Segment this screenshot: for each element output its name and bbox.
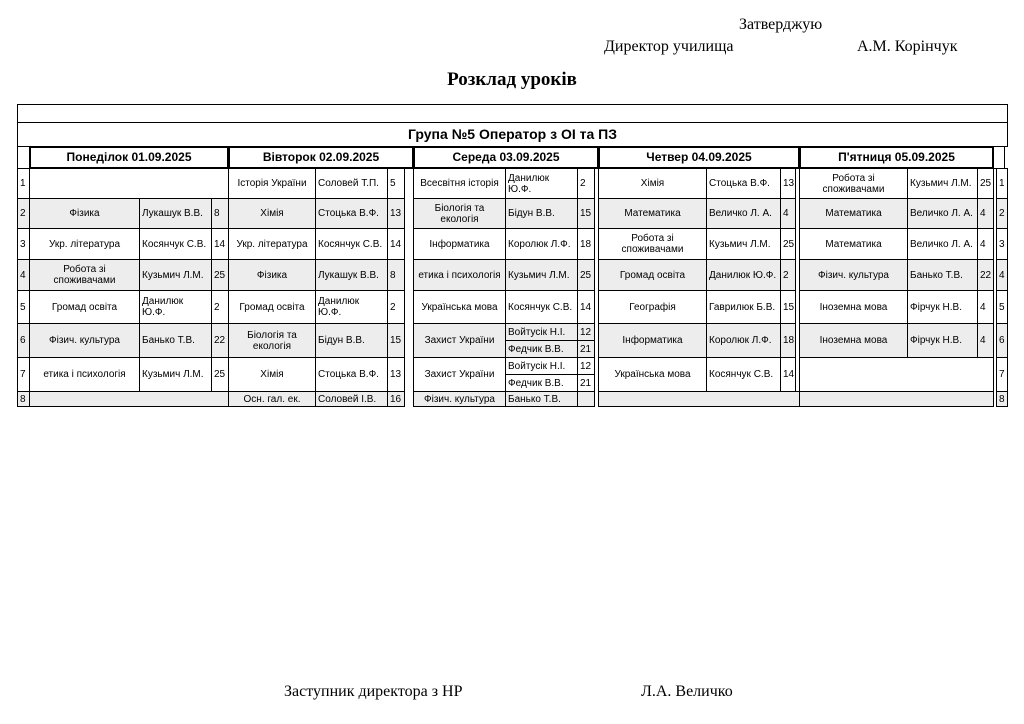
teacher-cell: Банько Т.В. [505, 391, 578, 407]
teacher-cell: Кузьмич Л.М. [706, 228, 781, 260]
room-cell: 4 [977, 228, 994, 260]
deputy-position: Заступник директора з НР [284, 683, 463, 700]
teacher-cell: Банько Т.В. [139, 323, 212, 358]
teacher-cell: Кузьмич Л.М. [907, 168, 978, 199]
director-name: А.М. Корінчук [857, 38, 958, 55]
day-header: Понеділок 01.09.2025 [29, 146, 229, 169]
subject-cell: Укр. література [228, 228, 316, 260]
table-top-blank [17, 104, 1008, 123]
teacher-cell: Данилюк Ю.Ф. [505, 168, 578, 199]
subject-cell: етика і психологія [29, 357, 140, 392]
subject-cell: Українська мова [598, 357, 707, 392]
teacher-cell: Фірчук Н.В. [907, 323, 978, 358]
room-cell: 18 [577, 228, 595, 260]
room-cell: 13 [387, 198, 405, 229]
subject-cell: Фізич. культура [29, 323, 140, 358]
lesson-number: 8 [996, 391, 1008, 407]
subject-cell: Захист України [413, 323, 506, 358]
room-cell: 14 [387, 228, 405, 260]
subject-cell: Громад освіта [29, 290, 140, 324]
teacher-cell: Данилюк Ю.Ф. [706, 259, 781, 291]
room-cell: 4 [977, 290, 994, 324]
teacher-cell: Королюк Л.Ф. [706, 323, 781, 358]
subject-cell: Робота зі споживачами [799, 168, 908, 199]
page-title: Розклад уроків [447, 69, 577, 90]
subject-cell: Фізич. культура [413, 391, 506, 407]
subject-cell: Захист України [413, 357, 506, 392]
lesson-number: 4 [996, 259, 1008, 291]
subject-cell: Математика [799, 198, 908, 229]
teacher-cell: Федчик В.В. [505, 374, 578, 392]
teacher-cell: Величко Л. А. [907, 198, 978, 229]
room-cell: 18 [780, 323, 796, 358]
deputy-name: Л.А. Величко [641, 683, 733, 700]
subject-cell: Іноземна мова [799, 323, 908, 358]
room-cell: 2 [577, 168, 595, 199]
room-cell: 2 [387, 290, 405, 324]
subject-cell: Іноземна мова [799, 290, 908, 324]
day-header: П'ятниця 05.09.2025 [799, 146, 994, 169]
lesson-number: 5 [17, 290, 30, 324]
teacher-cell: Королюк Л.Ф. [505, 228, 578, 260]
lesson-number: 3 [996, 228, 1008, 260]
subject-cell: Осн. гал. ек. [228, 391, 316, 407]
lesson-number: 1 [996, 168, 1008, 199]
subject-cell: Біологія та екологія [413, 198, 506, 229]
room-cell: 25 [977, 168, 994, 199]
room-cell: 25 [211, 259, 229, 291]
lesson-number: 7 [996, 357, 1008, 392]
room-cell: 2 [211, 290, 229, 324]
header-corner-right [993, 146, 1005, 169]
teacher-cell: Косянчук С.В. [505, 290, 578, 324]
teacher-cell: Стоцька В.Ф. [315, 357, 388, 392]
subject-cell: Інформатика [413, 228, 506, 260]
teacher-cell: Кузьмич Л.М. [505, 259, 578, 291]
teacher-cell: Лукашук В.В. [315, 259, 388, 291]
teacher-cell: Кузьмич Л.М. [139, 259, 212, 291]
room-cell: 15 [387, 323, 405, 358]
subject-cell: Географія [598, 290, 707, 324]
room-cell: 21 [577, 340, 595, 358]
room-cell: 16 [387, 391, 405, 407]
lesson-number: 1 [17, 168, 30, 199]
teacher-cell: Данилюк Ю.Ф. [315, 290, 388, 324]
director-position: Директор училища [604, 38, 734, 55]
teacher-cell: Бідун В.В. [315, 323, 388, 358]
room-cell: 4 [977, 323, 994, 358]
approval-label: Затверджую [739, 16, 823, 33]
subject-cell: Громад освіта [228, 290, 316, 324]
subject-cell: Громад освіта [598, 259, 707, 291]
empty-slot [799, 391, 994, 407]
room-cell: 22 [977, 259, 994, 291]
subject-cell: Фізика [228, 259, 316, 291]
room-cell: 14 [780, 357, 796, 392]
subject-cell: Хімія [598, 168, 707, 199]
room-cell: 21 [577, 374, 595, 392]
lesson-number: 7 [17, 357, 30, 392]
empty-slot [799, 357, 994, 392]
subject-cell: Інформатика [598, 323, 707, 358]
subject-cell: Фізика [29, 198, 140, 229]
teacher-cell: Соловей І.В. [315, 391, 388, 407]
room-cell: 12 [577, 357, 595, 375]
day-header: Вівторок 02.09.2025 [228, 146, 414, 169]
room-cell: 15 [577, 198, 595, 229]
lesson-number: 6 [996, 323, 1008, 358]
empty-slot [598, 391, 800, 407]
empty-slot [29, 391, 229, 407]
teacher-cell: Кузьмич Л.М. [139, 357, 212, 392]
subject-cell: Математика [799, 228, 908, 260]
teacher-cell: Соловей Т.П. [315, 168, 388, 199]
teacher-cell: Лукашук В.В. [139, 198, 212, 229]
empty-slot [29, 168, 229, 199]
room-cell: 5 [387, 168, 405, 199]
subject-cell: Історія України [228, 168, 316, 199]
subject-cell: Хімія [228, 357, 316, 392]
group-title: Група №5 Оператор з ОІ та ПЗ [17, 122, 1008, 147]
teacher-cell: Косянчук С.В. [139, 228, 212, 260]
teacher-cell: Фірчук Н.В. [907, 290, 978, 324]
subject-cell: Фізич. культура [799, 259, 908, 291]
room-cell: 14 [577, 290, 595, 324]
teacher-cell: Банько Т.В. [907, 259, 978, 291]
room-cell: 12 [577, 323, 595, 341]
lesson-number: 4 [17, 259, 30, 291]
room-cell: 2 [780, 259, 796, 291]
teacher-cell: Стоцька В.Ф. [315, 198, 388, 229]
teacher-cell: Данилюк Ю.Ф. [139, 290, 212, 324]
subject-cell: етика і психологія [413, 259, 506, 291]
teacher-cell: Величко Л. А. [706, 198, 781, 229]
lesson-number: 8 [17, 391, 30, 407]
teacher-cell: Косянчук С.В. [315, 228, 388, 260]
room-cell: 15 [780, 290, 796, 324]
teacher-cell: Стоцька В.Ф. [706, 168, 781, 199]
subject-cell: Робота зі споживачами [598, 228, 707, 260]
room-cell: 8 [387, 259, 405, 291]
lesson-number: 2 [17, 198, 30, 229]
room-cell: 25 [211, 357, 229, 392]
room-cell: 25 [577, 259, 595, 291]
subject-cell: Укр. література [29, 228, 140, 260]
teacher-cell: Косянчук С.В. [706, 357, 781, 392]
lesson-number: 2 [996, 198, 1008, 229]
subject-cell: Математика [598, 198, 707, 229]
room-cell: 14 [211, 228, 229, 260]
teacher-cell: Бідун В.В. [505, 198, 578, 229]
lesson-number: 3 [17, 228, 30, 260]
room-cell: 13 [780, 168, 796, 199]
room-cell: 22 [211, 323, 229, 358]
room-cell: 13 [387, 357, 405, 392]
subject-cell: Біологія та екологія [228, 323, 316, 358]
teacher-cell: Войтусік Н.І. [505, 357, 578, 375]
lesson-number: 5 [996, 290, 1008, 324]
room-cell [577, 391, 595, 407]
day-header: Четвер 04.09.2025 [598, 146, 800, 169]
teacher-cell: Гаврилюк Б.В. [706, 290, 781, 324]
room-cell: 25 [780, 228, 796, 260]
lesson-number: 6 [17, 323, 30, 358]
schedule-table [17, 104, 1007, 412]
subject-cell: Робота зі споживачами [29, 259, 140, 291]
subject-cell: Українська мова [413, 290, 506, 324]
teacher-cell: Федчик В.В. [505, 340, 578, 358]
subject-cell: Всесвітня історія [413, 168, 506, 199]
teacher-cell: Войтусік Н.І. [505, 323, 578, 341]
subject-cell: Хімія [228, 198, 316, 229]
teacher-cell: Величко Л. А. [907, 228, 978, 260]
room-cell: 8 [211, 198, 229, 229]
room-cell: 4 [977, 198, 994, 229]
day-header: Середа 03.09.2025 [413, 146, 599, 169]
room-cell: 4 [780, 198, 796, 229]
